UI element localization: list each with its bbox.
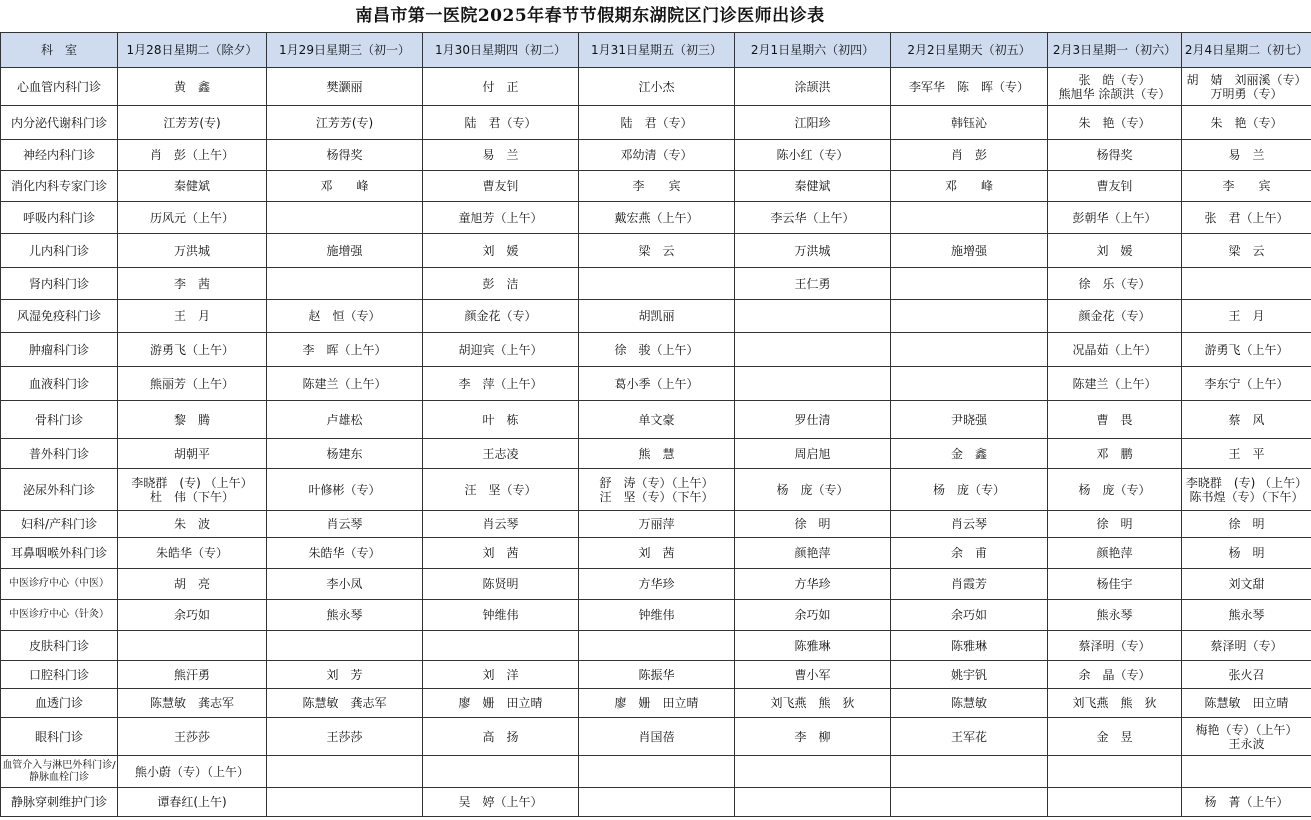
header-department: 科 室 xyxy=(1,33,118,68)
doctor-cell xyxy=(891,788,1048,817)
doctor-cell: 徐 骏（上午） xyxy=(579,333,735,367)
doctor-cell: 徐 乐（专） xyxy=(1048,268,1182,300)
department-cell: 口腔科门诊 xyxy=(1,661,118,689)
doctor-cell: 陈小红（专） xyxy=(735,140,891,171)
doctor-cell: 陈雅琳 xyxy=(735,631,891,661)
doctor-cell: 杨建东 xyxy=(267,439,423,469)
doctor-cell: 胡凯丽 xyxy=(579,300,735,333)
doctor-cell: 胡 亮 xyxy=(118,569,267,600)
department-cell: 中医诊疗中心（针灸） xyxy=(1,600,118,631)
doctor-cell: 陈雅琳 xyxy=(891,631,1048,661)
doctor-cell: 曹友钊 xyxy=(423,171,579,202)
table-row xyxy=(1,661,1311,689)
doctor-cell: 李 萍（上午） xyxy=(423,367,579,401)
doctor-cell: 王 平 xyxy=(1182,439,1311,469)
department-cell: 肾内科门诊 xyxy=(1,268,118,300)
doctor-cell: 余 甫 xyxy=(891,538,1048,569)
doctor-cell xyxy=(891,367,1048,401)
table-row xyxy=(1,68,1311,106)
department-cell: 血透门诊 xyxy=(1,689,118,718)
schedule-body xyxy=(1,68,1311,817)
doctor-cell: 杨佳宇 xyxy=(1048,569,1182,600)
doctor-cell: 万洪城 xyxy=(735,234,891,268)
title-row xyxy=(0,0,1311,32)
doctor-cell: 施增强 xyxy=(267,234,423,268)
doctor-cell: 王 月 xyxy=(118,300,267,333)
department-cell: 骨科门诊 xyxy=(1,401,118,439)
doctor-cell xyxy=(735,367,891,401)
doctor-cell xyxy=(735,333,891,367)
doctor-cell: 杨 庞（专） xyxy=(891,469,1048,511)
doctor-cell: 刘文甜 xyxy=(1182,569,1311,600)
doctor-cell: 刘 茜 xyxy=(579,538,735,569)
doctor-cell: 王志凌 xyxy=(423,439,579,469)
department-cell: 儿内科门诊 xyxy=(1,234,118,268)
doctor-cell xyxy=(891,333,1048,367)
doctor-cell: 方华珍 xyxy=(579,569,735,600)
doctor-cell: 刘飞燕 熊 狄 xyxy=(735,689,891,718)
department-cell: 神经内科门诊 xyxy=(1,140,118,171)
doctor-cell: 吴 婷（上午） xyxy=(423,788,579,817)
doctor-cell: 江小杰 xyxy=(579,68,735,106)
department-cell: 皮肤科门诊 xyxy=(1,631,118,661)
doctor-cell: 肖国蓓 xyxy=(579,718,735,756)
doctor-cell: 李 宾 xyxy=(1182,171,1311,202)
doctor-cell: 朱皓华（专） xyxy=(118,538,267,569)
doctor-cell xyxy=(267,788,423,817)
doctor-cell: 赵 恒（专） xyxy=(267,300,423,333)
department-cell: 内分泌代谢科门诊 xyxy=(1,106,118,140)
doctor-cell: 杨得奖 xyxy=(1048,140,1182,171)
doctor-cell: 邓 峰 xyxy=(891,171,1048,202)
table-row xyxy=(1,300,1311,333)
doctor-cell: 况晶茹（上午） xyxy=(1048,333,1182,367)
doctor-cell: 周启旭 xyxy=(735,439,891,469)
doctor-cell: 肖云琴 xyxy=(267,511,423,538)
doctor-cell: 徐 明 xyxy=(1048,511,1182,538)
table-row xyxy=(1,569,1311,600)
doctor-cell: 万丽萍 xyxy=(579,511,735,538)
table-row xyxy=(1,106,1311,140)
doctor-cell: 陈慧敏 xyxy=(891,689,1048,718)
doctor-cell: 蔡泽明（专） xyxy=(1048,631,1182,661)
department-cell: 静脉穿刺维护门诊 xyxy=(1,788,118,817)
doctor-cell xyxy=(735,756,891,788)
table-row xyxy=(1,689,1311,718)
doctor-cell: 罗仕清 xyxy=(735,401,891,439)
doctor-cell xyxy=(118,631,267,661)
doctor-cell: 杨 明 xyxy=(1182,538,1311,569)
department-cell: 中医诊疗中心（中医） xyxy=(1,569,118,600)
doctor-cell: 熊汗勇 xyxy=(118,661,267,689)
department-cell: 消化内科专家门诊 xyxy=(1,171,118,202)
doctor-cell: 徐 明 xyxy=(735,511,891,538)
doctor-cell xyxy=(267,756,423,788)
doctor-cell: 王仁勇 xyxy=(735,268,891,300)
doctor-cell: 陈振华 xyxy=(579,661,735,689)
doctor-cell xyxy=(735,788,891,817)
doctor-cell: 蔡泽明（专） xyxy=(1182,631,1311,661)
doctor-cell: 江芳芳(专) xyxy=(118,106,267,140)
doctor-cell: 付 正 xyxy=(423,68,579,106)
doctor-cell: 王军花 xyxy=(891,718,1048,756)
table-row xyxy=(1,538,1311,569)
doctor-cell: 肖霞芳 xyxy=(891,569,1048,600)
doctor-cell: 陈贤明 xyxy=(423,569,579,600)
doctor-cell xyxy=(735,300,891,333)
doctor-cell: 江阳珍 xyxy=(735,106,891,140)
doctor-cell: 秦健斌 xyxy=(735,171,891,202)
department-cell: 妇科/产科门诊 xyxy=(1,511,118,538)
department-cell: 眼科门诊 xyxy=(1,718,118,756)
doctor-cell: 李 茜 xyxy=(118,268,267,300)
doctor-cell: 汪 坚（专） xyxy=(423,469,579,511)
doctor-cell: 张 皓（专） 熊旭华 涂颉洪（专） xyxy=(1048,68,1182,106)
department-cell: 普外科门诊 xyxy=(1,439,118,469)
table-row xyxy=(1,234,1311,268)
doctor-cell: 韩钰沁 xyxy=(891,106,1048,140)
header-day-4: 1月31日星期五（初三） xyxy=(579,33,735,68)
doctor-cell: 杨得奖 xyxy=(267,140,423,171)
doctor-cell xyxy=(1182,268,1311,300)
doctor-cell: 颜金花（专） xyxy=(1048,300,1182,333)
doctor-cell: 余巧如 xyxy=(735,600,891,631)
table-row xyxy=(1,631,1311,661)
doctor-cell: 梅艳（专）（上午） 王永波 xyxy=(1182,718,1311,756)
doctor-cell: 余巧如 xyxy=(891,600,1048,631)
doctor-cell: 李晓群 (专) （上午） 陈书煌（专）（下午） xyxy=(1182,469,1311,511)
doctor-cell: 叶修彬（专） xyxy=(267,469,423,511)
header-day-7: 2月3日星期一（初六） xyxy=(1048,33,1182,68)
doctor-cell: 单文豪 xyxy=(579,401,735,439)
doctor-cell: 梁 云 xyxy=(1182,234,1311,268)
doctor-cell: 刘 茜 xyxy=(423,538,579,569)
doctor-cell: 余 晶（专） xyxy=(1048,661,1182,689)
header-day-6: 2月2日星期天（初五） xyxy=(891,33,1048,68)
table-row xyxy=(1,788,1311,817)
doctor-cell: 黄 鑫 xyxy=(118,68,267,106)
doctor-cell: 廖 姗 田立晴 xyxy=(423,689,579,718)
doctor-cell: 陆 君（专） xyxy=(423,106,579,140)
doctor-cell xyxy=(891,202,1048,234)
department-cell: 泌尿外科门诊 xyxy=(1,469,118,511)
doctor-cell: 熊永琴 xyxy=(1182,600,1311,631)
department-cell: 血管介入与淋巴外科门诊/静脉血栓门诊 xyxy=(1,756,118,788)
doctor-cell: 杨 庞（专） xyxy=(735,469,891,511)
doctor-cell: 金 昱 xyxy=(1048,718,1182,756)
doctor-cell: 戴宏燕（上午） xyxy=(579,202,735,234)
doctor-cell xyxy=(579,788,735,817)
doctor-cell: 张 君（上午） xyxy=(1182,202,1311,234)
table-row xyxy=(1,718,1311,756)
doctor-cell: 李军华 陈 晖（专） xyxy=(891,68,1048,106)
doctor-cell: 张火召 xyxy=(1182,661,1311,689)
doctor-cell: 刘 媛 xyxy=(1048,234,1182,268)
doctor-cell: 陆 君（专） xyxy=(579,106,735,140)
doctor-cell xyxy=(891,268,1048,300)
doctor-cell xyxy=(1182,756,1311,788)
doctor-cell: 胡 婧 刘丽溪（专） 万明勇（专） xyxy=(1182,68,1311,106)
table-row xyxy=(1,401,1311,439)
doctor-cell: 肖 彭（上午） xyxy=(118,140,267,171)
doctor-cell: 熊丽芳（上午） xyxy=(118,367,267,401)
doctor-cell: 彭朝华（上午） xyxy=(1048,202,1182,234)
doctor-cell: 李 晖（上午） xyxy=(267,333,423,367)
doctor-cell: 童旭芳（上午） xyxy=(423,202,579,234)
doctor-cell: 舒 涛（专）（上午） 汪 坚（专）（下午） xyxy=(579,469,735,511)
department-cell: 心血管内科门诊 xyxy=(1,68,118,106)
doctor-cell: 陈慧敏 龚志军 xyxy=(118,689,267,718)
doctor-cell: 易 兰 xyxy=(1182,140,1311,171)
page-title: 南昌市第一医院2025年春节节假期东湖院区门诊医师出诊表 xyxy=(355,6,825,26)
doctor-cell: 徐 明 xyxy=(1182,511,1311,538)
table-row xyxy=(1,140,1311,171)
doctor-cell: 朱 波 xyxy=(118,511,267,538)
doctor-cell: 谭春红(上午) xyxy=(118,788,267,817)
doctor-cell: 游勇飞（上午） xyxy=(1182,333,1311,367)
doctor-cell: 卢雄松 xyxy=(267,401,423,439)
doctor-cell: 钟维伟 xyxy=(579,600,735,631)
doctor-cell: 游勇飞（上午） xyxy=(118,333,267,367)
doctor-cell: 邓幼清（专） xyxy=(579,140,735,171)
doctor-cell: 方华珍 xyxy=(735,569,891,600)
doctor-cell: 历风元（上午） xyxy=(118,202,267,234)
doctor-cell: 蔡 风 xyxy=(1182,401,1311,439)
doctor-cell: 朱皓华（专） xyxy=(267,538,423,569)
doctor-cell: 尹晓强 xyxy=(891,401,1048,439)
doctor-cell xyxy=(579,268,735,300)
doctor-cell: 施增强 xyxy=(891,234,1048,268)
doctor-cell: 余巧如 xyxy=(118,600,267,631)
doctor-cell: 梁 云 xyxy=(579,234,735,268)
header-day-2: 1月29日星期三（初一） xyxy=(267,33,423,68)
doctor-cell: 熊小蔚（专）（上午） xyxy=(118,756,267,788)
table-row xyxy=(1,367,1311,401)
doctor-cell: 肖云琴 xyxy=(891,511,1048,538)
doctor-cell: 胡朝平 xyxy=(118,439,267,469)
department-cell: 呼吸内科门诊 xyxy=(1,202,118,234)
doctor-cell: 朱 艳（专） xyxy=(1182,106,1311,140)
schedule-table xyxy=(0,32,1311,817)
doctor-cell xyxy=(267,202,423,234)
department-cell: 风湿免疫科门诊 xyxy=(1,300,118,333)
doctor-cell xyxy=(267,631,423,661)
table-row xyxy=(1,202,1311,234)
doctor-cell: 肖云琴 xyxy=(423,511,579,538)
header-day-1: 1月28日星期二（除夕） xyxy=(118,33,267,68)
doctor-cell: 姚宇钒 xyxy=(891,661,1048,689)
doctor-cell xyxy=(423,756,579,788)
department-cell: 耳鼻咽喉外科门诊 xyxy=(1,538,118,569)
doctor-cell: 刘 媛 xyxy=(423,234,579,268)
doctor-cell xyxy=(1048,756,1182,788)
doctor-cell: 熊永琴 xyxy=(1048,600,1182,631)
doctor-cell: 肖 彭 xyxy=(891,140,1048,171)
doctor-cell: 金 鑫 xyxy=(891,439,1048,469)
doctor-cell: 邓 峰 xyxy=(267,171,423,202)
doctor-cell: 熊永琴 xyxy=(267,600,423,631)
doctor-cell xyxy=(891,756,1048,788)
doctor-cell xyxy=(579,631,735,661)
doctor-cell: 彭 洁 xyxy=(423,268,579,300)
doctor-cell xyxy=(267,268,423,300)
doctor-cell: 陈建兰（上午） xyxy=(267,367,423,401)
doctor-cell: 陈慧敏 田立晴 xyxy=(1182,689,1311,718)
table-row xyxy=(1,756,1311,788)
doctor-cell: 李 柳 xyxy=(735,718,891,756)
doctor-cell: 颜艳萍 xyxy=(735,538,891,569)
doctor-cell: 樊灏丽 xyxy=(267,68,423,106)
doctor-cell: 杨 菁（上午） xyxy=(1182,788,1311,817)
doctor-cell: 曹小军 xyxy=(735,661,891,689)
doctor-cell: 胡迎宾（上午） xyxy=(423,333,579,367)
table-row xyxy=(1,333,1311,367)
table-row xyxy=(1,268,1311,300)
doctor-cell: 邓 鹏 xyxy=(1048,439,1182,469)
doctor-cell: 朱 艳（专） xyxy=(1048,106,1182,140)
doctor-cell: 颜艳萍 xyxy=(1048,538,1182,569)
doctor-cell: 陈建兰（上午） xyxy=(1048,367,1182,401)
table-row xyxy=(1,469,1311,511)
doctor-cell: 廖 姗 田立晴 xyxy=(579,689,735,718)
table-row xyxy=(1,439,1311,469)
doctor-cell: 颜金花（专） xyxy=(423,300,579,333)
doctor-cell: 曹 畏 xyxy=(1048,401,1182,439)
header-row xyxy=(1,33,1311,68)
doctor-cell: 陈慧敏 龚志军 xyxy=(267,689,423,718)
doctor-cell: 李小凤 xyxy=(267,569,423,600)
doctor-cell: 王 月 xyxy=(1182,300,1311,333)
doctor-cell: 钟维伟 xyxy=(423,600,579,631)
doctor-cell: 王莎莎 xyxy=(118,718,267,756)
header-day-8: 2月4日星期二（初七） xyxy=(1182,33,1311,68)
department-cell: 血液科门诊 xyxy=(1,367,118,401)
doctor-cell xyxy=(579,756,735,788)
table-row xyxy=(1,600,1311,631)
doctor-cell xyxy=(423,631,579,661)
doctor-cell: 高 扬 xyxy=(423,718,579,756)
doctor-cell xyxy=(891,300,1048,333)
doctor-cell: 熊 慧 xyxy=(579,439,735,469)
doctor-cell: 杨 庞（专） xyxy=(1048,469,1182,511)
doctor-cell: 葛小季（上午） xyxy=(579,367,735,401)
department-cell: 肿瘤科门诊 xyxy=(1,333,118,367)
doctor-cell: 涂颉洪 xyxy=(735,68,891,106)
doctor-cell: 刘飞燕 熊 狄 xyxy=(1048,689,1182,718)
doctor-cell: 王莎莎 xyxy=(267,718,423,756)
doctor-cell: 刘 芳 xyxy=(267,661,423,689)
doctor-cell: 李晓群 (专) （上午） 杜 伟（下午） xyxy=(118,469,267,511)
header-day-5: 2月1日星期六（初四） xyxy=(735,33,891,68)
header-day-3: 1月30日星期四（初二） xyxy=(423,33,579,68)
doctor-cell: 李云华（上午） xyxy=(735,202,891,234)
doctor-cell: 黎 腾 xyxy=(118,401,267,439)
doctor-cell: 李东宁（上午） xyxy=(1182,367,1311,401)
doctor-cell: 易 兰 xyxy=(423,140,579,171)
doctor-cell: 曹友钊 xyxy=(1048,171,1182,202)
doctor-cell: 李 宾 xyxy=(579,171,735,202)
doctor-cell: 秦健斌 xyxy=(118,171,267,202)
doctor-cell: 万洪城 xyxy=(118,234,267,268)
doctor-cell: 刘 洋 xyxy=(423,661,579,689)
table-row xyxy=(1,171,1311,202)
doctor-cell xyxy=(1048,788,1182,817)
doctor-cell: 江芳芳(专) xyxy=(267,106,423,140)
doctor-cell: 叶 栋 xyxy=(423,401,579,439)
table-row xyxy=(1,511,1311,538)
